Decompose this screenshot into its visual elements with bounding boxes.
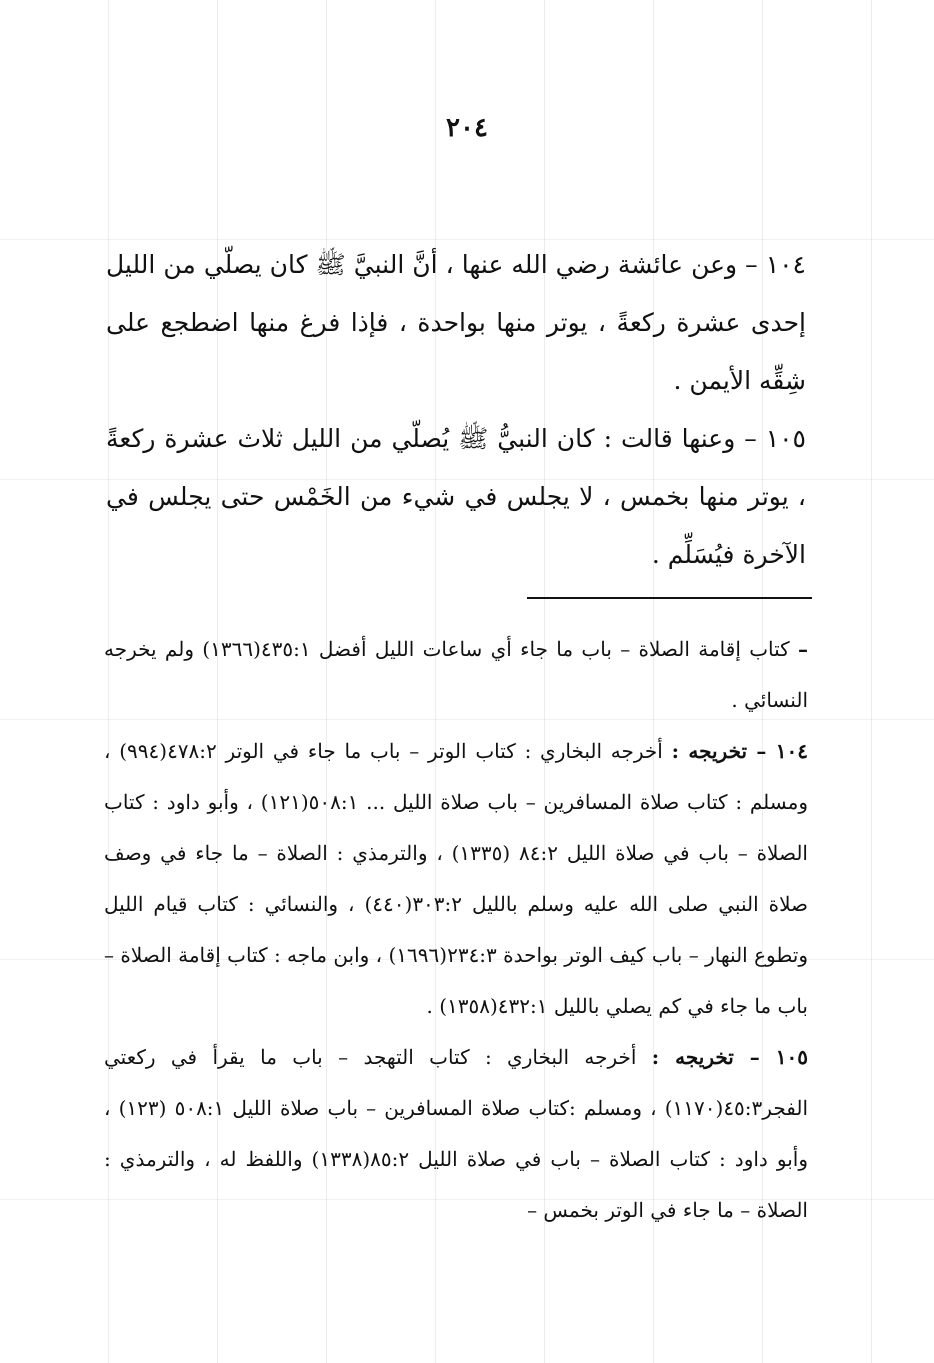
hadith-text: – وعنها قالت : كان النبيُّ ﷺ يُصلّي من الليل ثلاث عشرة ركعةً ، يوتر منها بخمس ، لا يجلس في شيء من الخَمْس حتى يجلس في الآخرة فيُسَلِّم . bbox=[106, 424, 806, 569]
hadith-number: ١٠٥ bbox=[765, 424, 806, 453]
footnote bbox=[104, 1032, 808, 1236]
footnote bbox=[104, 726, 808, 1032]
hadith-text: – وعن عائشة رضي الله عنها ، أنَّ النبيَّ ﷺ كان يصلّي من الليل إحدى عشرة ركعةً ، يوتر منها بواحدة ، فإذا فرغ منها اضطجع على شِقِّه الأيمن . bbox=[106, 250, 806, 395]
footnote-divider bbox=[527, 597, 812, 599]
footnote bbox=[104, 624, 808, 726]
footnote-text: أخرجه البخاري : كتاب التهجد – باب ما يقرأ في ركعتي الفجر٤٥:٣(١١٧٠) ، ومسلم :كتاب صلاة المسافرين – باب صلاة الليل ٥٠٨:١ (١٢٣) ، وأبو داود : كتاب الصلاة – باب في صلاة الليل ٨٥:٢(١٣٣٨) واللفظ له ، والترمذي : الصلاة – ما جاء في الوتر بخمس – bbox=[104, 1045, 809, 1222]
footnote-text: أخرجه البخاري : كتاب الوتر – باب ما جاء في الوتر ٤٧٨:٢(٩٩٤) ، ومسلم : كتاب صلاة المسافرين – باب صلاة الليل ... ٥٠٨:١(١٢١) ، وأبو داود : كتاب الصلاة – باب في صلاة الليل ٨٤:٢ (١٣٣٥) ، والترمذي : الصلاة – ما جاء في وصف صلاة النبي صلى الله عليه وسلم بالليل ٣٠٣:٢(٤٤٠) ، والنسائي : كتاب قيام الليل وتطوع النهار – باب كيف الوتر بواحدة ٢٣٤:٣(١٦٩٦) ، وابن ماجه : كتاب إقامة الصلاة – باب ما جاء في كم يصلي بالليل ٤٣٢:١(١٣٥٨) . bbox=[104, 739, 808, 1018]
hadith-number: ١٠٤ bbox=[765, 250, 806, 279]
page-number: ٢٠٤ bbox=[446, 113, 488, 143]
footnote-text: كتاب إقامة الصلاة – باب ما جاء أي ساعات الليل أفضل ٤٣٥:١(١٣٦٦) ولم يخرجه النسائي . bbox=[104, 637, 808, 712]
footnotes bbox=[104, 624, 808, 1236]
footnote-label: – تخريجه : bbox=[671, 739, 776, 763]
hadith-paragraph bbox=[106, 236, 806, 410]
footnote-marker: – bbox=[798, 637, 808, 661]
footnote-number: ١٠٥ bbox=[775, 1045, 809, 1069]
footnote-label: – تخريجه : bbox=[651, 1045, 776, 1069]
main-text bbox=[106, 236, 806, 584]
hadith-paragraph bbox=[106, 410, 806, 584]
footnote-number: ١٠٤ bbox=[775, 739, 809, 763]
